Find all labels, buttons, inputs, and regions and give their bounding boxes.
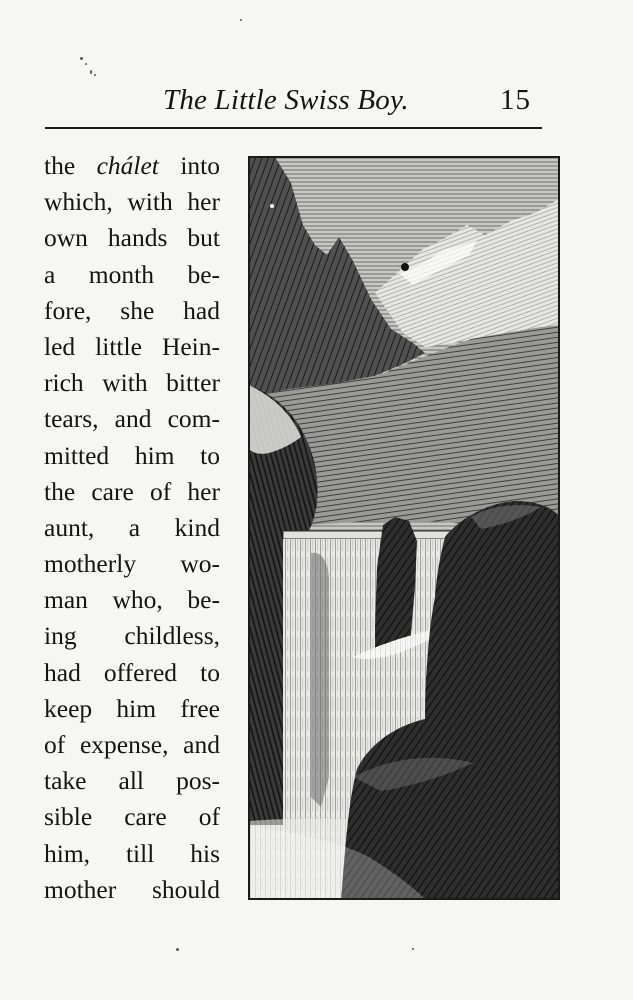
text-word: her [187,476,220,506]
text-line [44,329,220,365]
text-word: take [44,766,87,796]
text-line [44,365,220,401]
waterfall-engraving [248,156,560,900]
engraving-icon [249,157,559,899]
text-word: rich [44,368,84,398]
text-word: tears, [44,404,99,434]
text-word: had [183,295,220,325]
text-word: little [95,331,142,361]
text-line [44,763,220,799]
text-line [44,582,220,618]
text-word: him [116,693,157,723]
text-word: care [91,476,134,506]
text-word: to [200,440,220,470]
text-word: led [44,331,76,361]
ink-speck [412,948,414,950]
text-word: month [88,259,154,289]
text-line [44,184,220,220]
text-word: and [183,730,220,759]
text-line [44,220,220,256]
header-rule [45,127,542,129]
text-word: should [151,874,220,904]
text-word: com- [167,404,220,434]
text-line [44,799,220,835]
text-word: him, [44,838,91,868]
text-word: who, [112,585,163,615]
text-word: had [44,657,81,687]
text-word: be- [187,585,220,615]
text-word: offered [103,657,178,687]
running-title: The Little Swiss Boy. [163,84,409,116]
text-word: Hein- [161,331,220,361]
text-word: free [180,693,220,723]
text-word: and [114,404,152,434]
text-word: with [127,187,173,217]
text-word: be- [187,259,220,289]
text-line [44,474,220,510]
text-word: hands [107,223,168,253]
text-word: of [198,802,220,832]
text-word: to [200,657,220,687]
text-word: chálet [96,151,159,180]
text-line [44,401,220,437]
body-text-column [44,148,220,908]
text-line [44,655,220,691]
text-word: mother [44,874,117,904]
text-word: of [149,476,172,506]
text-word: kind [174,512,220,542]
text-word: the [44,476,76,506]
text-word: own [44,223,88,253]
page-number: 15 [500,84,531,116]
text-word: keep [44,693,93,723]
text-word: till [125,838,155,868]
text-word: a [128,512,141,542]
text-word: motherly [44,549,137,579]
text-word: him [134,440,175,470]
text-word: which, [44,187,113,217]
text-word: her [187,187,220,217]
text-line [44,872,220,908]
text-line [44,727,220,763]
text-line [44,618,220,654]
text-word: into [180,151,220,180]
text-line [44,836,220,872]
text-line [44,510,220,546]
text-line [44,293,220,329]
text-word: sible [44,802,93,832]
text-word: wo- [180,549,220,579]
text-word: all [118,766,145,796]
text-line [44,546,220,582]
text-word: of [44,730,66,759]
text-word: man [44,585,88,615]
text-word: his [190,838,220,868]
text-line [44,438,220,474]
text-line [44,691,220,727]
text-word: care [124,802,167,832]
text-word: the [44,151,76,180]
text-word: pos- [176,766,220,796]
text-word: fore, [44,295,92,325]
text-line [44,257,220,293]
text-word: with [102,368,148,398]
running-header [0,0,633,130]
text-word: she [120,295,155,325]
text-word: childless, [124,621,220,651]
text-word: mitted [44,440,110,470]
text-word: a [44,259,56,289]
text-word: expense, [79,730,169,759]
text-line [44,148,220,184]
text-word: ing [44,621,77,651]
text-word: but [187,223,220,253]
text-word: bitter [166,368,220,398]
ink-speck [176,948,179,951]
text-word: aunt, [44,512,95,542]
